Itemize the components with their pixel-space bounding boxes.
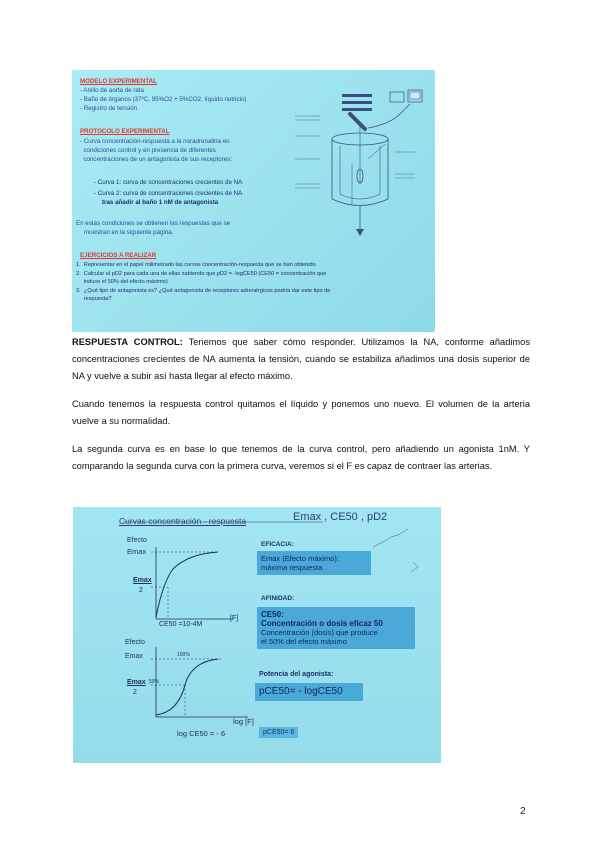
y-axis-label-bottom: Efecto [125,639,145,646]
potencia-heading: Potencia del agonista: [259,671,334,678]
curve2-text-cont: tras añadir al baño 1 nM de antagonista [102,199,219,206]
emax-half2-bot: 2 [133,689,137,696]
conditions-text: En estas condiciones se obtienen las respuestas que se [76,220,231,227]
exercise-line: 2. Calcular el pD2 para cada una de ellas sabiendo que pD2 = -logCE50 (CE50 = concentración que [76,271,327,277]
slide-title: Curvas concentración - respuesta [119,516,247,526]
exercise-line: 3. ¿Qué tipo de antagonista es? ¿Qué antagonista de receptores adrenérgicos podría dar este tipo de [76,288,331,294]
afinidad-line1: CE50: [261,610,284,619]
logce50-label: log CE50 = - 6 [177,729,226,738]
protocol-line: concentraciones de un antagonista de sus receptores: [80,156,233,163]
eficacia-line1: Emax (Efecto máximo): [261,554,339,563]
protocol-line: - Curva concentración-respuesta a la noradrenalina en [80,138,230,145]
paragraph-respuesta-control [72,334,530,385]
pct100-label: 100% [177,652,190,658]
paragraph-2: Cuando tenemos la respuesta control quitamos el líquido y ponemos uno nuevo. El volumen de la arteria vuelve a su normalidad. [72,399,530,426]
exercise-line: respuesta? [76,296,112,302]
emax-half2-top: Emax [127,679,146,686]
emax-half-top: Emax [133,577,152,584]
curve1-text: - Curva 1: curva de concentraciones crecientes de NA [94,179,243,186]
eficacia-line2: máxima respuesta [261,563,323,572]
protocol-slide-photo [72,70,435,332]
model-heading: MODELO EXPERIMENTAL [80,78,157,85]
y-axis-label-top: Efecto [127,537,147,544]
paragraph-body: Tenemos que saber cómo responder. Utilizamos la NA, conforme añadimos concentraciones crecientes de NA aumenta la tensión, cuando se estabiliza añadimos una dosis superior de NA y vuelve a subir así hasta llegar al efecto máximo. [72,337,530,381]
curves-slide-photo [73,507,441,763]
afinidad-line4: el 50% del efecto máximo [261,637,347,646]
afinidad-box [257,607,415,649]
model-item: - Baño de órganos (37ºC, 95%O2 + 5%CO2, líquido nutricio) [80,96,247,103]
ce50-label: CE50 =10-4M [159,621,203,628]
emax-half-bot: 2 [139,587,143,594]
afinidad-line2: Concentración o dosis eficaz 50 [261,619,383,628]
pce50-box: pCE50= 6 [259,727,298,738]
logf-axis-label: log [F] [233,717,254,726]
exercise-line: induce el 50% del efecto máximo) [76,279,168,285]
potencia-formula: pCE50= - logCE50 [255,683,363,701]
model-item: - Registro de tensión [80,105,138,112]
protocol-line: condiciones control y en presencia de diferentes [80,147,216,154]
eficacia-box [257,551,371,575]
curve2-text: - Curva 2: curva de concentraciones crecientes de NA [94,190,243,197]
conditions-text: muestran en la siguiente página. [84,229,174,236]
paragraph-3: La segunda curva es en base lo que tenemos de la curva control, pero añadiendo un agonista 1nM. Y comparando la segunda curva con la primera curva, veremos si el F es capaz de contraer las arterias. [72,444,530,471]
afinidad-heading: AFINIDAD: [261,595,295,602]
eficacia-heading: EFICACIA: [261,541,294,548]
organ-bath-diagram [290,84,430,254]
page-number: 2 [520,806,526,817]
f-axis-label: [F] [230,615,239,622]
model-item: - Anillo de aorta de rata [80,87,144,94]
exercises-heading: EJERCICIOS A REALIZAR [80,252,157,259]
paragraph-heading: RESPUESTA CONTROL: [72,337,183,347]
emax-label-top: Emax [127,547,147,556]
pct50-label: 50% [149,679,160,685]
afinidad-line3: Concentración (dosis) que produce [261,628,378,637]
slide-params: Emax , CE50 , pD2 [293,511,388,523]
emax-label-bottom: Emax [125,653,143,660]
protocol-heading: PROTOCOLO EXPERIMENTAL [80,128,170,135]
exercise-line: 1. Representar en el papel milimetrado las curvas concentración-respuesta que se han obtenido [76,262,316,268]
